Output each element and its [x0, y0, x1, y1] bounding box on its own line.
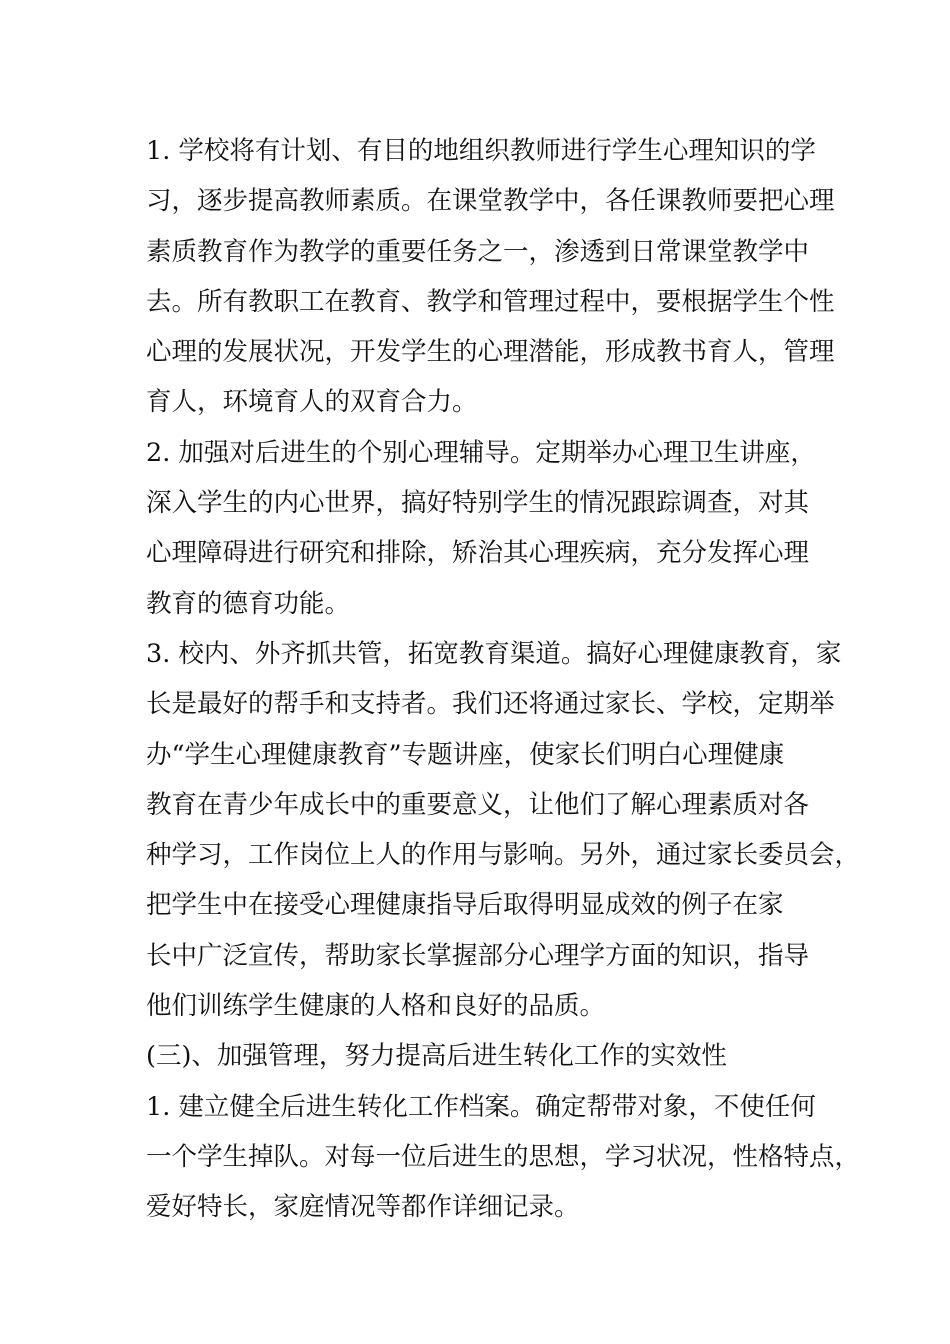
text-line: 办“学生心理健康教育”专题讲座，使家长们明白心理健康: [146, 739, 785, 770]
text-line: 3. 校内、外齐抓共管，拓宽教育渠道。搞好心理健康教育，家: [146, 638, 842, 669]
text-line: 教育在青少年成长中的重要意义，让他们了解心理素质对各: [146, 789, 810, 820]
text-line: 长中广泛宣传，帮助家长掌握部分心理学方面的知识，指导: [146, 940, 810, 971]
text-line: 把学生中在接受心理健康指导后取得明显成效的例子在家: [146, 890, 784, 921]
text-line: 1. 建立健全后进生转化工作档案。确定帮带对象，不使任何: [146, 1091, 816, 1122]
text-line: 种学习，工作岗位上人的作用与影响。另外，通过家长委员会，: [146, 840, 861, 871]
section-heading: (三)、加强管理，努力提高后进生转化工作的实效性: [146, 1041, 727, 1072]
text-line: 2. 加强对后进生的个别心理辅导。定期举办心理卫生讲座，: [146, 437, 816, 468]
text-line: 育人，环境育人的双育合力。: [146, 387, 478, 418]
text-line: 心理障碍进行研究和排除，矫治其心理疾病，充分发挥心理: [146, 538, 810, 569]
document-body: [146, 126, 861, 1233]
text-line: 一个学生掉队。对每一位后进生的思想，学习状况，性格特点，: [146, 1141, 861, 1172]
text-line: 素质教育作为教学的重要任务之一，渗透到日常课堂教学中: [146, 236, 810, 267]
text-line: 心理的发展状况，开发学生的心理潜能，形成教书育人，管理: [146, 337, 835, 368]
text-line: 教育的德育功能。: [146, 588, 351, 619]
text-line: 深入学生的内心世界，搞好特别学生的情况跟踪调查，对其: [146, 488, 810, 519]
text-line: 他们训练学生健康的人格和良好的品质。: [146, 991, 606, 1022]
text-line: 习，逐步提高教师素质。在课堂教学中，各任课教师要把心理: [146, 186, 835, 217]
text-line: 1. 学校将有计划、有目的地组织教师进行学生心理知识的学: [146, 136, 816, 166]
text-line: 爱好特长，家庭情况等都作详细记录。: [146, 1192, 580, 1223]
text-line: 长是最好的帮手和支持者。我们还将通过家长、学校，定期举: [146, 689, 835, 720]
text-line: 去。所有教职工在教育、教学和管理过程中，要根据学生个性: [146, 286, 835, 317]
